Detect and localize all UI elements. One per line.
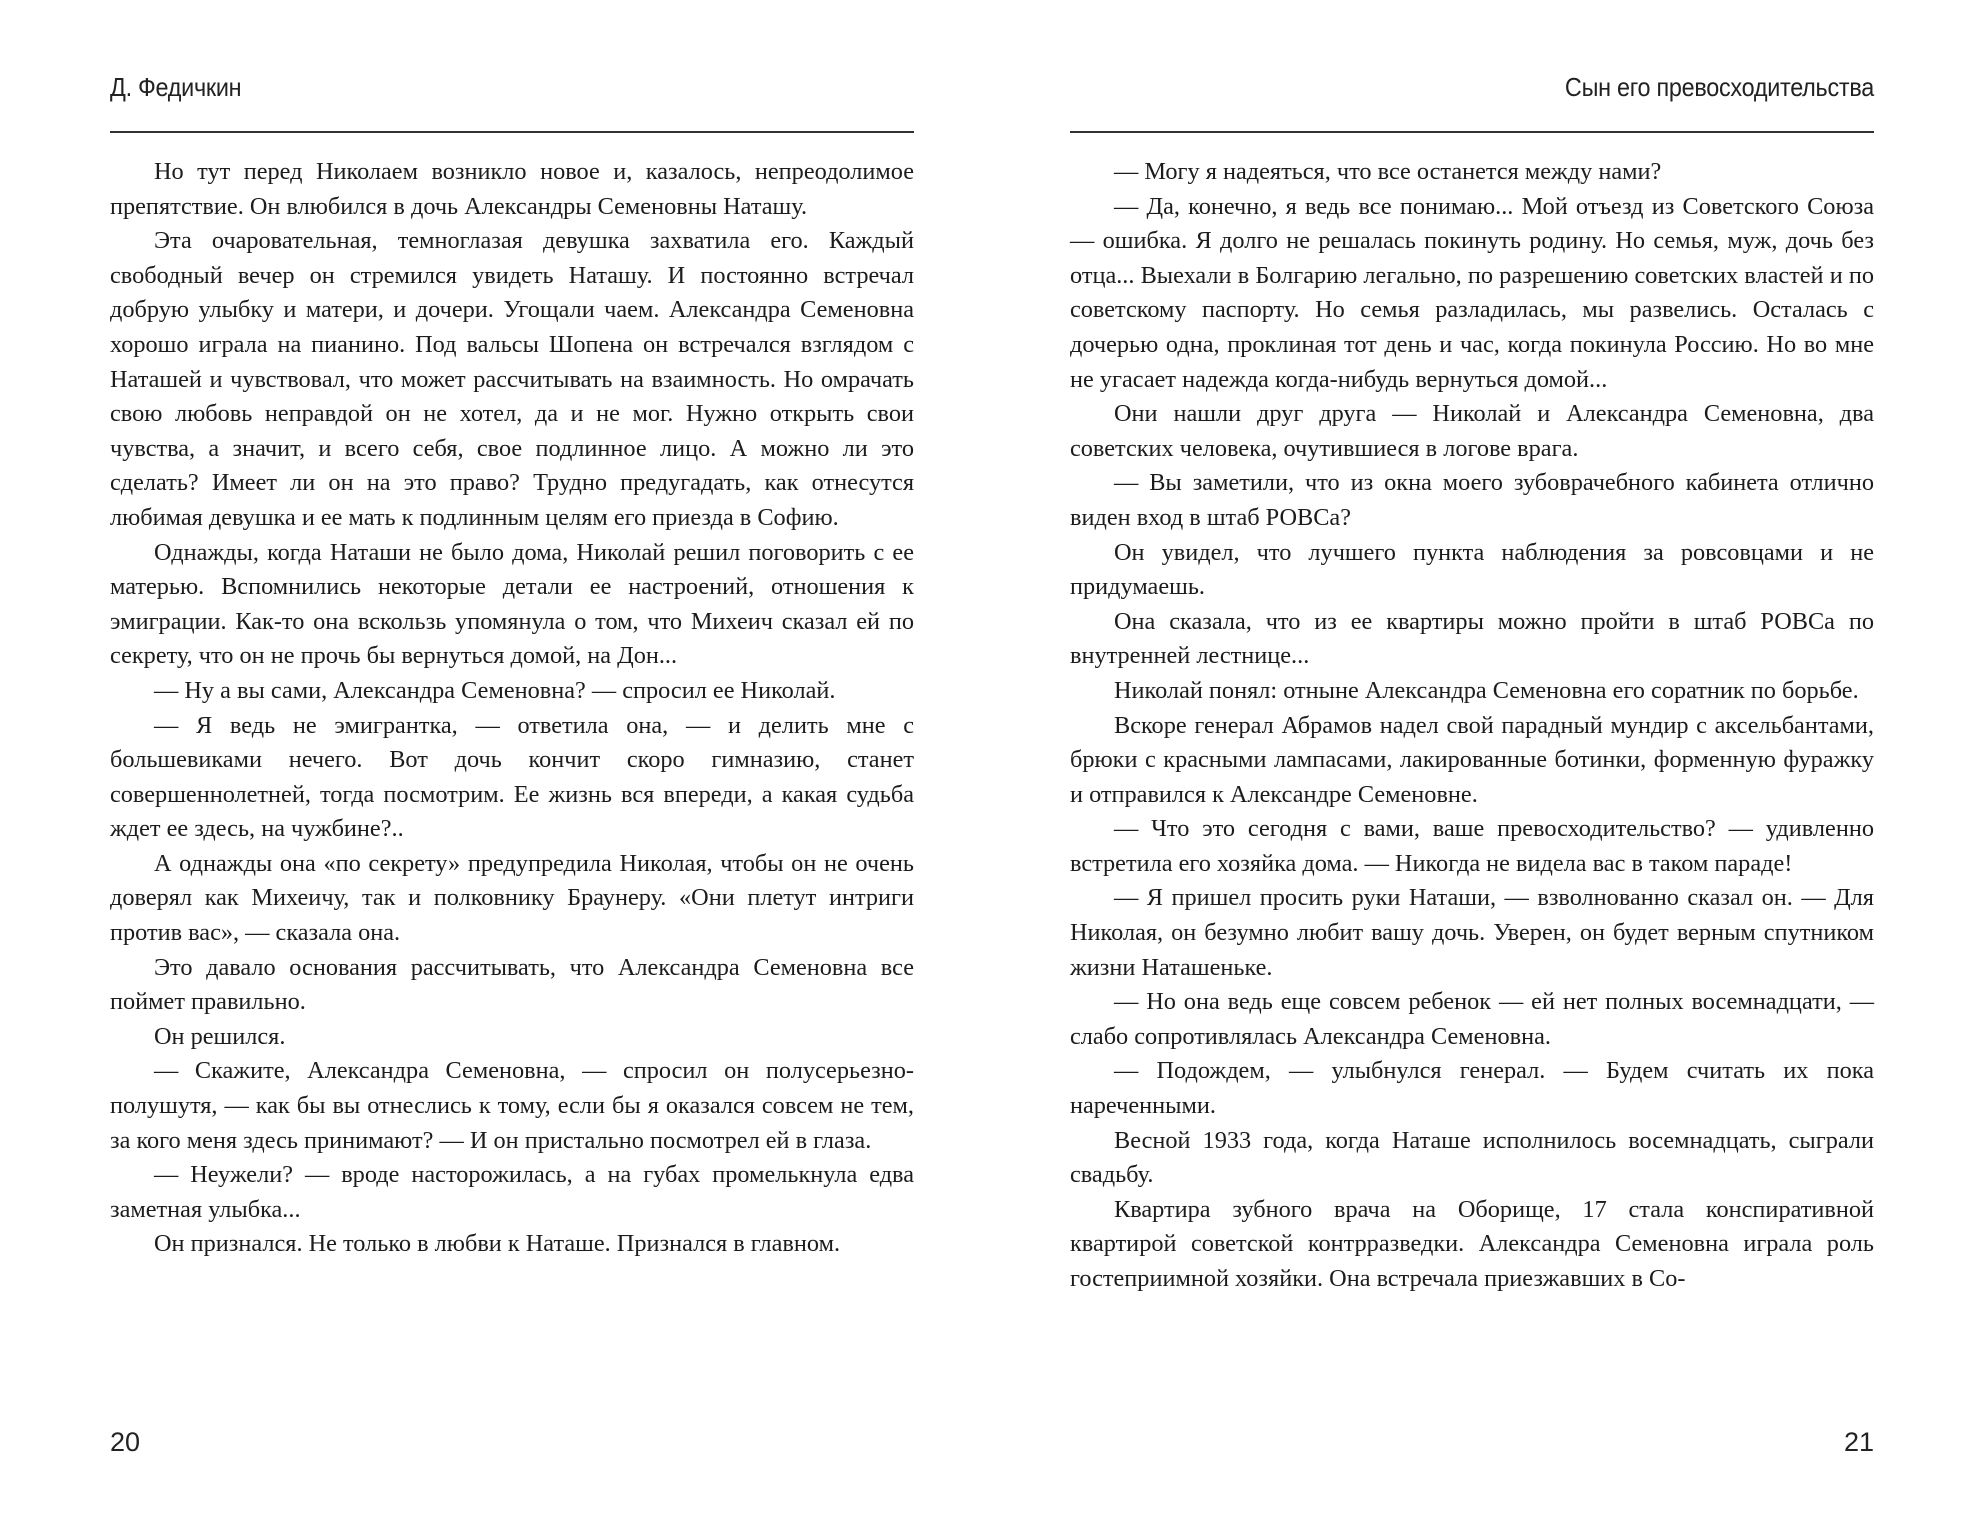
right-page xyxy=(1070,0,1874,1532)
paragraph: Квартира зубного врача на Оборище, 17 стала конспиративной квартирой советской контрразведки. Александра Семеновна играла роль гостеприимной хозяйки. Она встречала приезжавших в Со- xyxy=(1070,1195,1874,1292)
paragraph: — Я пришел просить руки Наташи, — взволнованно сказал он. — Для Николая, он безумно любит вашу дочь. Уверен, он будет верным спутником жизни Наташеньке. xyxy=(1070,884,1874,981)
paragraph: — Вы заметили, что из окна моего зубоврачебного кабинета отлично виден вход в штаб РОВСа? xyxy=(1070,469,1874,531)
running-head-title: Сын его превосходительства xyxy=(1564,72,1874,102)
paragraph: Он увидел, что лучшего пункта наблюдения за ровсовцами и не придумаешь. xyxy=(1070,538,1874,601)
paragraph: Но тут перед Николаем возникло новое и, казалось, непреодолимое препятствие. Он влюбился в дочь Александры Семеновны Наташу. xyxy=(110,158,914,220)
paragraph: — Могу я надеяться, что все останется между нами? xyxy=(1114,158,1662,185)
body-text xyxy=(110,155,914,1262)
paragraph: Это давало основания рассчитывать, что Александра Семеновна все поймет правильно. xyxy=(110,953,914,1016)
paragraph: — Скажите, Александра Семеновна, — спросил он полусерьезно-полушутя, — как бы вы отнеслись к тому, если бы я оказался совсем не тем, за кого меня здесь принимают? — И он пристально посмотрел ей в глаза. xyxy=(110,1057,914,1154)
paragraph: — Что это сегодня с вами, ваше превосходительство? — удивленно встретила его хозяйка дома. — Никогда не видела вас в таком параде! xyxy=(1070,815,1874,877)
left-page xyxy=(110,0,914,1532)
paragraph: Он решился. xyxy=(154,1022,286,1050)
paragraph: Он признался. Не только в любви к Наташе. Признался в главном. xyxy=(154,1230,841,1258)
paragraph: Они нашли друг друга — Николай и Александра Семеновна, два советских человека, очутившиеся в логове врага. xyxy=(1070,400,1874,462)
paragraph: — Да, конечно, я ведь все понимаю... Мой отъезд из Советского Союза — ошибка. Я долго не решалась покинуть родину. Но семья, муж, дочь без отца... Выехали в Болгарию легально, по разрешению советских властей и по советскому паспорту. Но семья разладилась, мы развелись. Осталась с дочерью одна, проклиная тот день и час, когда покинула Россию. Но во мне не угасает надежда когда-нибудь вернуться домой... xyxy=(1070,192,1874,393)
paragraph: — Я ведь не эмигрантка, — ответила она, — и делить мне с большевиками нечего. Вот дочь кончит скоро гимназию, станет совершеннолетней, тогда посмотрим. Ее жизнь вся впереди, а какая судьба ждет ее здесь, на чужбине?.. xyxy=(110,711,914,843)
body-text xyxy=(1070,155,1874,1297)
paragraph: Эта очаровательная, темноглазая девушка захватила его. Каждый свободный вечер он стремился увидеть Наташу. И постоянно встречал добрую улыбку и матери, и дочери. Угощали чаем. Александра Семеновна хорошо играла на пианино. Под вальсы Шопена он встречался взглядом с Наташей и чувствовал, что может рассчитывать на взаимность. Но омрачать свою любовь неправдой он не хотел, да и не мог. Нужно открыть свои чувства, а значит, и всего себя, свое подлинное лицо. А можно ли это сделать? Имеет ли он на это право? Трудно предугадать, как отнесутся любимая девушка и ее мать к подлинным целям его приезда в Софию. xyxy=(110,227,914,531)
paragraph: — Неужели? — вроде насторожилась, а на губах промелькнула едва заметная улыбка... xyxy=(110,1161,914,1223)
paragraph: Николай понял: отныне Александра Семеновна его соратник по борьбе. xyxy=(1114,676,1859,704)
page-number: 20 xyxy=(110,1427,141,1457)
page-number: 21 xyxy=(1843,1427,1874,1457)
paragraph: — Ну а вы сами, Александра Семеновна? — спросил ее Николай. xyxy=(154,676,836,704)
header-rule xyxy=(110,131,914,133)
paragraph: — Но она ведь еще совсем ребенок — ей нет полных восемнадцати, — слабо сопротивлялась Александра Семеновна. xyxy=(1070,988,1874,1050)
paragraph: — Подождем, — улыбнулся генерал. — Будем считать их пока нареченными. xyxy=(1070,1057,1874,1120)
header-rule xyxy=(1070,131,1874,133)
paragraph: Она сказала, что из ее квартиры можно пройти в штаб РОВСа по внутренней лестнице... xyxy=(1070,607,1874,670)
paragraph: Однажды, когда Наташи не было дома, Николай решил поговорить с ее матерью. Вспомнились некоторые детали ее настроений, отношения к эмиграции. Как-то она вскользь упомянула о том, что Михеич сказал ей по секрету, что он не прочь бы вернуться домой, на Дон... xyxy=(110,538,914,670)
paragraph: Весной 1933 года, когда Наташе исполнилось восемнадцать, сыграли свадьбу. xyxy=(1070,1126,1874,1189)
paragraph: А однажды она «по секрету» предупредила Николая, чтобы он не очень доверял как Михеичу, так и полковнику Браунеру. «Они плетут интриги против вас», — сказала она. xyxy=(110,849,914,947)
running-head-author: Д. Федичкин xyxy=(110,72,242,102)
paragraph: Вскоре генерал Абрамов надел свой парадный мундир с аксельбантами, брюки с красными лампасами, лакированные ботинки, форменную фуражку и отправился к Александре Семеновне. xyxy=(1070,711,1874,808)
